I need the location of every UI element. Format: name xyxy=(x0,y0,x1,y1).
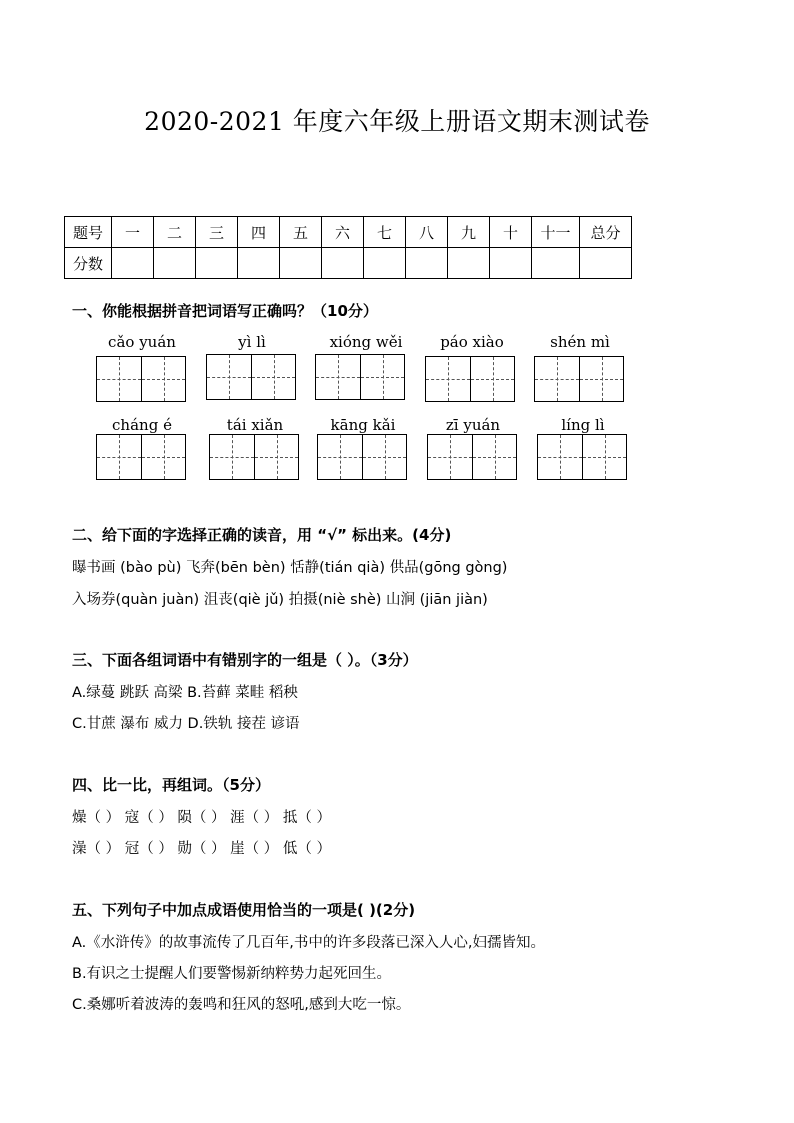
score-header-cell: 五 xyxy=(280,217,322,248)
score-cell xyxy=(448,248,490,279)
score-header-cell: 二 xyxy=(154,217,196,248)
q5-heading: 五、下列句子中加点成语使用恰当的一项是( )(2分) xyxy=(72,901,416,919)
writing-grid[interactable] xyxy=(534,356,624,402)
pinyin-label: kāng kǎi xyxy=(330,416,396,434)
score-cell xyxy=(364,248,406,279)
q3-line: C.甘蔗 瀑布 威力 D.铁轨 接茬 谚语 xyxy=(72,716,300,732)
pinyin-label: líng lì xyxy=(561,416,605,434)
pinyin-label: shén mì xyxy=(550,333,610,351)
q3-line: A.绿蔓 跳跃 高梁 B.苔藓 菜畦 稻秧 xyxy=(72,685,298,701)
pinyin-label: zī yuán xyxy=(445,416,501,434)
score-cell xyxy=(532,248,580,279)
writing-grid[interactable] xyxy=(206,354,296,400)
score-header-cell: 八 xyxy=(406,217,448,248)
writing-grid[interactable] xyxy=(537,434,627,480)
score-cell xyxy=(406,248,448,279)
score-header-cell: 三 xyxy=(196,217,238,248)
pinyin-label: yì lì xyxy=(238,333,266,351)
writing-grid[interactable] xyxy=(96,356,186,402)
pinyin-label: cǎo yuán xyxy=(108,333,176,351)
score-cell xyxy=(490,248,532,279)
pinyin-label: xióng wěi xyxy=(329,333,403,351)
score-header-cell: 六 xyxy=(322,217,364,248)
score-header-cell: 十 xyxy=(490,217,532,248)
score-cell xyxy=(112,248,154,279)
q2-line: 入场券(quàn juàn) 沮丧(qiè jǔ) 拍摄(niè shè) 山涧 (jiān jiàn) xyxy=(72,592,488,608)
q5-option: C.桑娜听着波涛的轰鸣和狂风的怒吼,感到大吃一惊。 xyxy=(72,997,411,1013)
q2-heading: 二、给下面的字选择正确的读音，用 “√” 标出来。(4分) xyxy=(72,526,452,544)
q3-heading: 三、下面各组词语中有错别字的一组是（ ）。（3分） xyxy=(72,651,418,669)
score-table-score-row xyxy=(65,248,632,279)
page-title: 2020-2021 年度六年级上册语文期末测试卷 xyxy=(144,107,650,136)
score-header-cell: 七 xyxy=(364,217,406,248)
score-cell xyxy=(580,248,632,279)
score-cell xyxy=(322,248,364,279)
score-header-cell: 题号 xyxy=(65,217,112,248)
score-header-cell: 一 xyxy=(112,217,154,248)
q5-option: B.有识之士提醒人们要警惕新纳粹势力起死回生。 xyxy=(72,966,392,982)
writing-grid[interactable] xyxy=(209,434,299,480)
writing-grid[interactable] xyxy=(425,356,515,402)
score-cell xyxy=(154,248,196,279)
pinyin-label: cháng é xyxy=(112,416,172,434)
score-table xyxy=(64,216,632,279)
score-table-header-row xyxy=(65,217,632,248)
q4-heading: 四、比一比，再组词。（5分） xyxy=(72,776,270,794)
score-cell xyxy=(238,248,280,279)
writing-grid[interactable] xyxy=(315,354,405,400)
score-cell xyxy=(280,248,322,279)
q4-line: 澡（ ） 冠（ ） 勋（ ） 崖（ ） 低（ ） xyxy=(72,841,331,857)
q5-option: A.《水浒传》的故事流传了几百年,书中的许多段落已深入人心,妇孺皆知。 xyxy=(72,935,545,951)
q4-line: 燥（ ） 寇（ ） 陨（ ） 涯（ ） 抵（ ） xyxy=(72,810,331,826)
writing-grid[interactable] xyxy=(96,434,186,480)
q1-heading: 一、你能根据拼音把词语写正确吗？（10分） xyxy=(72,302,378,320)
score-header-cell: 总分 xyxy=(580,217,632,248)
score-cell xyxy=(196,248,238,279)
score-row-label: 分数 xyxy=(65,248,112,279)
writing-grid[interactable] xyxy=(317,434,407,480)
score-header-cell: 九 xyxy=(448,217,490,248)
q2-line: 曝书画 (bào pù) 飞奔(bēn bèn) 恬静(tián qià) 供品(gōng gòng) xyxy=(72,560,508,576)
score-header-cell: 四 xyxy=(238,217,280,248)
pinyin-label: páo xiào xyxy=(440,333,504,351)
pinyin-label: tái xiǎn xyxy=(226,416,284,434)
score-header-cell: 十一 xyxy=(532,217,580,248)
writing-grid[interactable] xyxy=(427,434,517,480)
